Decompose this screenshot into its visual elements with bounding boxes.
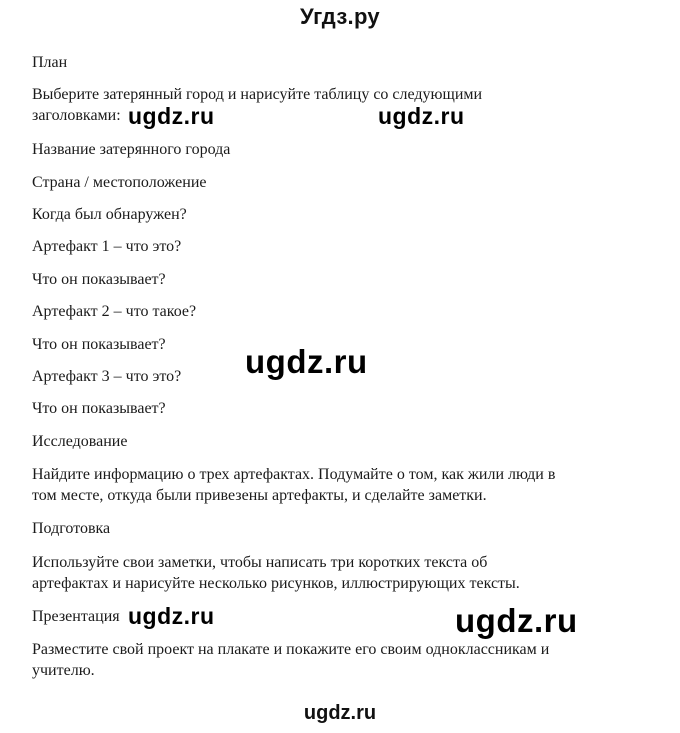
paragraph-line: артефактах и нарисуйте несколько рисунков, иллюстрирующих тексты.	[32, 575, 520, 592]
watermark: ugdz.ru	[245, 343, 368, 380]
watermark: ugdz.ru	[378, 103, 465, 129]
heading-preparation: Подготовка	[32, 520, 111, 537]
paragraph-line: Найдите информацию о трех артефактах. Подумайте о том, как жили люди в	[32, 466, 556, 483]
list-item: Артефакт 1 – что это?	[32, 238, 182, 255]
paragraph-line: учителю.	[32, 662, 95, 679]
paragraph-line: Разместите свой проект на плакате и покажите его своим одноклассникам и	[32, 641, 550, 658]
list-item: Артефакт 2 – что такое?	[32, 303, 197, 320]
list-item: Артефакт 3 – что это?	[32, 368, 182, 385]
heading-research: Исследование	[32, 433, 128, 450]
site-url-footer: ugdz.ru	[303, 702, 377, 724]
watermark: ugdz.ru	[455, 602, 578, 639]
list-item: Что он показывает?	[32, 271, 166, 288]
heading-plan: План	[32, 54, 68, 71]
watermark: ugdz.ru	[128, 603, 215, 629]
list-item: Что он показывает?	[32, 400, 166, 417]
list-item: Когда был обнаружен?	[32, 206, 187, 223]
list-item: Страна / местоположение	[32, 174, 207, 191]
site-title: Угдз.ру	[300, 4, 380, 29]
list-item: Что он показывает?	[32, 336, 166, 353]
paragraph-line: том месте, откуда были привезены артефакты, и сделайте заметки.	[32, 487, 487, 504]
heading-presentation: Презентация	[32, 608, 120, 625]
paragraph-line: заголовками:	[32, 107, 121, 124]
list-item: Название затерянного города	[32, 141, 231, 158]
paragraph-line: Используйте свои заметки, чтобы написать три коротких текста об	[32, 554, 488, 571]
watermark: ugdz.ru	[128, 103, 215, 129]
paragraph-line: Выберите затерянный город и нарисуйте таблицу со следующими	[32, 86, 483, 103]
